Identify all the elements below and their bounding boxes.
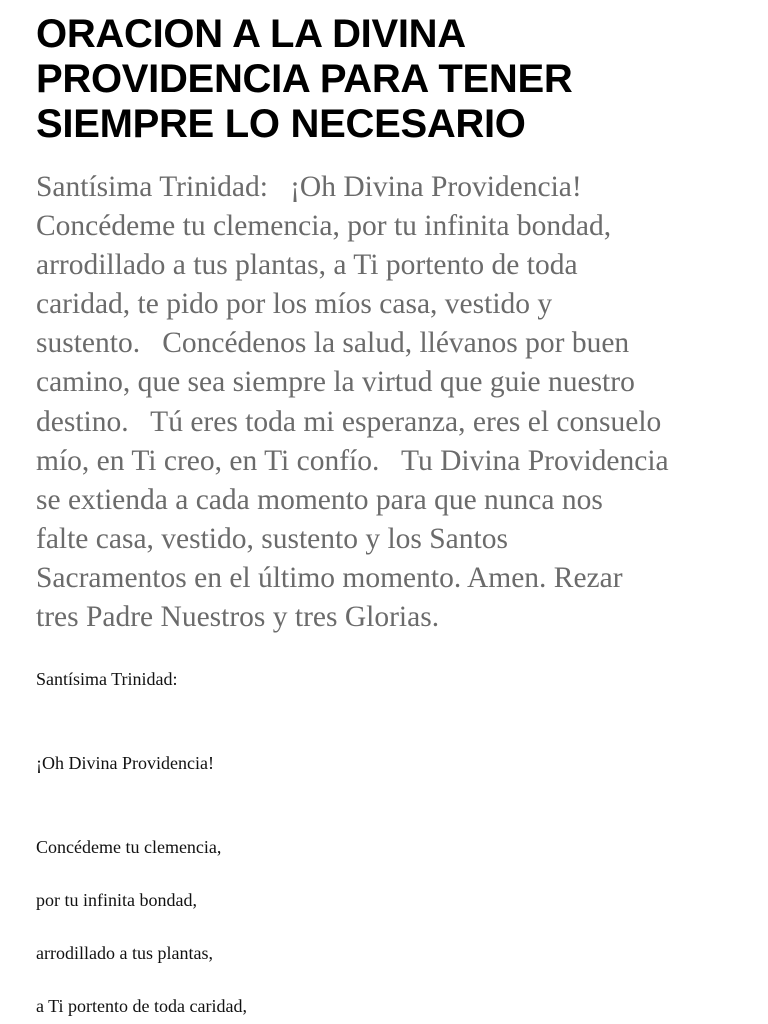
paragraph-line: falte casa, vestido, sustento y los Santos xyxy=(36,522,508,555)
verse-line: Santísima Trinidad: xyxy=(36,669,178,689)
verse-line: Concédeme tu clemencia, xyxy=(36,837,222,857)
prayer-paragraph xyxy=(36,168,756,637)
paragraph-line: sustento. Concédenos la salud, llévanos por buen xyxy=(36,327,630,360)
paragraph-line: destino. Tú eres toda mi esperanza, eres el consuelo xyxy=(36,405,662,438)
paragraph-line: Santísima Trinidad: ¡Oh Divina Providencia! xyxy=(36,171,582,203)
title-line: PROVIDENCIA PARA TENER xyxy=(36,57,573,101)
paragraph-line: se extienda a cada momento para que nunca nos xyxy=(36,483,603,516)
verse-line: por tu infinita bondad, xyxy=(36,890,197,910)
paragraph-line: arrodillado a tus plantas, a Ti portento de toda xyxy=(36,249,578,282)
verse-line: a Ti portento de toda caridad, xyxy=(36,996,247,1016)
page-title xyxy=(36,12,756,147)
title-line: ORACION A LA DIVINA xyxy=(36,12,466,56)
paragraph-line: camino, que sea siempre la virtud que guie nuestro xyxy=(36,366,635,399)
verse-line: arrodillado a tus plantas, xyxy=(36,943,213,963)
verse-line: ¡Oh Divina Providencia! xyxy=(36,753,214,773)
paragraph-line: Concédeme tu clemencia, por tu infinita bondad, xyxy=(36,210,612,243)
paragraph-line: Sacramentos en el último momento. Amen. Rezar xyxy=(36,561,623,594)
paragraph-line: caridad, te pido por los míos casa, vestido y xyxy=(36,288,553,321)
paragraph-line: tres Padre Nuestros y tres Glorias. xyxy=(36,601,440,634)
paragraph-line: mío, en Ti creo, en Ti confío. Tu Divina Providencia xyxy=(36,444,669,477)
title-line: SIEMPRE LO NECESARIO xyxy=(36,102,526,146)
